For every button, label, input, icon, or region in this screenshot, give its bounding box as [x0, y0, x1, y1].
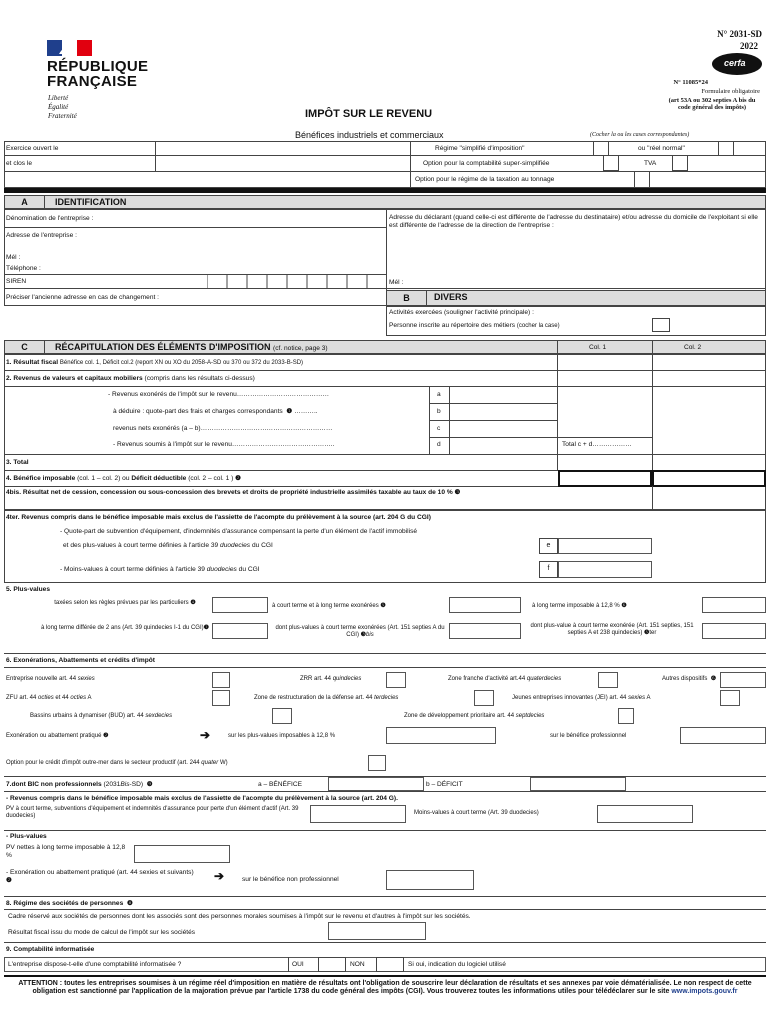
section8-title: 8. Régime des sociétés de personnes ❽ — [6, 900, 133, 907]
letter-b: b — [437, 408, 441, 415]
exercice-input[interactable] — [156, 142, 409, 154]
sur-benef-label: sur le bénéfice professionnel — [550, 733, 627, 739]
taxees-label: taxées selon les règles prévues par les particuliers ❹ — [54, 600, 196, 606]
regime-simple-checkbox[interactable] — [593, 141, 609, 156]
regime-simple-label: Régime "simplifié d'imposition" — [435, 145, 525, 152]
section9-logiciel-input[interactable] — [548, 958, 764, 971]
section9-question: L'entreprise dispose-t-elle d'une comptabilité informatisée ? — [8, 961, 182, 968]
page-title: IMPÔT SUR LE REVENU — [305, 108, 433, 120]
section8-resultat-input[interactable] — [328, 922, 426, 940]
long-diff-input[interactable] — [212, 623, 268, 639]
exo-pratique-label: Exonération ou abattement pratiqué ❷ — [6, 733, 109, 739]
adresse-input[interactable] — [6, 242, 384, 252]
ancienne-adresse-label: Préciser l'ancienne adresse en cas de changement : — [6, 294, 160, 301]
mel-label: Mél : — [6, 254, 21, 261]
tva-label: TVA — [644, 160, 657, 167]
section-b-title: DIVERS — [434, 292, 468, 302]
r4-label: 4. Bénéfice imposable (col. 1 – col. 2) ou Déficit déductible (col. 2 – col. 1 ) ❷ — [6, 475, 242, 482]
r1-label: 1. Résultat fiscal Bénéfice col. 1, Déficit col.2 (report XN ou XO du 2058-A-SD ou 370 ou 372 du 2033-B-SD) — [6, 359, 304, 366]
zrr-input[interactable] — [386, 672, 406, 688]
r2b-input[interactable] — [450, 404, 556, 419]
repertoire-label: Personne inscrite au répertoire des métiers (cocher la case) — [389, 322, 560, 329]
section8-cadre: Cadre réservé aux sociétés de personnes dont les associés sont des personnes morales soumises à l'impôt sur le revenu et d'autres à l'impôt sur les sociétés. — [8, 913, 471, 920]
zone-franche-label: Zone franche d'activité art.44 quaterdecies — [448, 676, 562, 682]
clos-input[interactable] — [156, 156, 409, 170]
repertoire-checkbox[interactable] — [652, 318, 670, 332]
pv-court-input[interactable] — [310, 805, 406, 823]
sur-pv-input[interactable] — [386, 727, 496, 744]
outre-mer-checkbox[interactable] — [368, 755, 386, 771]
restructuration-label: Zone de restructuration de la défense art. 44 terdecies — [254, 695, 399, 701]
exercice-label: Exercice ouvert le — [6, 145, 59, 152]
letter-f: f — [539, 561, 558, 578]
letter-c: c — [437, 425, 441, 432]
section9-logiciel: Si oui, indication du logiciel utilisé — [408, 961, 506, 968]
siren-boxes[interactable] — [207, 274, 386, 288]
section7-revenus: - Revenus compris dans le bénéfice imposable mais exclus de l'assiette de l'acompte du prélèvement à la source (art. 204 G). — [6, 795, 398, 802]
dont-pv2-label: dont plus-value à court terme exonérée (Art. 151 septies, 151 septies A et 238 quindecies) ❺ter — [530, 623, 694, 636]
regime-reel-checkbox[interactable] — [718, 141, 734, 156]
motto-liberte: Liberté — [48, 94, 69, 102]
r2c-input[interactable] — [450, 421, 556, 436]
section7-sur-benef-input[interactable] — [386, 870, 474, 890]
r2d-label: - Revenus soumis à l'impôt sur le revenu……………………………………….. — [113, 441, 335, 448]
r4ter-label: 4ter. Revenus compris dans le bénéfice imposable mais exclus de l'assiette de l'acompte du prélèvement à la source (art. 204 G du CGI) — [6, 514, 431, 521]
zfu-input[interactable] — [212, 690, 230, 706]
sur-pv-label: sur les plus-values imposables à 12,8 % — [228, 733, 336, 739]
section9-oui-checkbox[interactable] — [318, 957, 346, 972]
jei-label: Jeunes entreprises innovantes (JEI) art. 44 sexies A — [512, 695, 651, 701]
zrr-label: ZRR art. 44 quindecies — [300, 676, 362, 682]
r3-col1-input[interactable] — [558, 455, 651, 469]
autres-label: Autres dispositifs ❻ — [662, 676, 717, 682]
r3-col2-input[interactable] — [653, 455, 765, 469]
form-year: 2022 — [740, 41, 758, 51]
court-long-label: à court terme et à long terme exonérées ❺ — [272, 603, 386, 609]
republic-line1: RÉPUBLIQUE — [47, 58, 149, 75]
jei-input[interactable] — [720, 690, 740, 706]
marianne-logo — [47, 40, 92, 56]
dont-pv2-input[interactable] — [702, 623, 766, 639]
footer-url-link[interactable]: www.impots.gouv.fr — [671, 988, 738, 996]
r2d-input[interactable] — [450, 438, 556, 453]
footer-attention: ATTENTION : toutes les entreprises soumises à un régime réel d'imposition en matière de résultats ont l'obligation de souscrire leur déclaration de résultats et ses annexes par voie dématérialisée. Le non respect de cette obligation est sanctionné par l'application de la majoration prévue par l'article 1738 du code général des impôts (CGI). Vous trouverez toutes les informations utiles pour télédéclarer sur le site www.impots.gouv.fr — [18, 980, 752, 996]
clos-label: et clos le — [6, 160, 33, 167]
zone-franche-input[interactable] — [598, 672, 618, 688]
section9-non-checkbox[interactable] — [376, 957, 404, 972]
adresse-label: Adresse de l'entreprise : — [6, 232, 77, 239]
section9-non-label: NON — [350, 961, 365, 968]
long-12-label: à long terme imposable à 12,8 % ❻ — [532, 603, 627, 609]
entreprise-nouvelle-label: Entreprise nouvelle art. 44 sexies — [6, 676, 95, 682]
adresse-declarant-label: Adresse du déclarant (quand celle-ci est différente de l'adresse du destinataire) et/ou adresse du domicile de l'exploitant si elle est différente de l'adresse de la direction de l'entreprise : — [389, 214, 758, 229]
section7-plus-values: - Plus-values — [6, 833, 47, 840]
section-a-header — [4, 195, 766, 209]
arrow-icon: ➔ — [200, 728, 211, 742]
option-super-checkbox[interactable] — [603, 155, 619, 171]
sur-benef-input[interactable] — [680, 727, 766, 744]
autres-input[interactable] — [720, 672, 766, 688]
section-a-letter: A — [5, 196, 45, 208]
regime-reel-label: ou "réel normal" — [638, 145, 685, 152]
tva-checkbox[interactable] — [672, 155, 688, 171]
r1-col1-input[interactable] — [558, 355, 651, 369]
zdp-input[interactable] — [618, 708, 634, 724]
zfu-label: ZFU art. 44 octies et 44 octies A — [6, 695, 92, 701]
pv-nettes-input[interactable] — [134, 845, 230, 863]
r4-col1-input[interactable] — [558, 470, 652, 487]
telephone-label: Téléphone : — [6, 265, 41, 272]
dont-pv-input[interactable] — [449, 623, 521, 639]
r3-label: 3. Total — [6, 459, 29, 466]
check-note: (Cocher la ou les cases correspondantes) — [590, 132, 690, 138]
zdp-label: Zone de développement prioritaire art. 44 septdecies — [404, 713, 545, 719]
r4ter-f-label: - Moins-values à court terme définies à l'article 39 duodecies du CGI — [60, 566, 260, 573]
long-12-input[interactable] — [702, 597, 766, 613]
pv-court-label: PV à court terme, subventions d'équipement et indemnités d'assurance pour perte d'un élément d'actif (Art. 39 duodecies) — [6, 806, 299, 819]
denomination-input[interactable] — [130, 210, 384, 226]
section9-title: 9. Comptabilité informatisée — [6, 946, 95, 953]
section-c-title: RÉCAPITULATION DES ÉLÉMENTS D'IMPOSITION (cf. notice, page 3) — [55, 342, 328, 352]
r4bis-input[interactable] — [653, 487, 765, 509]
r1-col2-input[interactable] — [653, 355, 765, 369]
mandatory-label: Formulaire obligatoire — [701, 88, 760, 95]
r2c-label: revenus nets exonérés (a – b)…………………………………………………… — [113, 425, 333, 432]
cerfa-number: N° 11085*24 — [673, 79, 708, 86]
republic-line2: FRANÇAISE — [47, 73, 138, 90]
option-tonnage-label: Option pour le régime de la taxation au tonnage — [415, 176, 555, 183]
section8-resultat: Résultat fiscal issu du mode de calcul de l'impôt sur les sociétés — [8, 929, 196, 936]
letter-e: e — [539, 538, 558, 554]
section-b-letter: B — [387, 291, 427, 305]
benefice-label: a – BÉNÉFICE — [258, 781, 302, 788]
article-ref: (art 53A ou 302 septies A bis du code général des impôts) — [668, 97, 756, 112]
plus-values-title: 5. Plus-values — [6, 586, 50, 593]
motto-fraternite: Fraternité — [48, 112, 77, 120]
col1-label: Col. 1 — [589, 344, 607, 351]
deficit-input[interactable] — [530, 777, 626, 791]
taxees-input[interactable] — [212, 597, 268, 613]
option-super-label: Option pour la comptabilité super-simplifiée — [423, 160, 550, 167]
letter-d: d — [437, 441, 441, 448]
bud-input[interactable] — [272, 708, 292, 724]
r4ter-e2-label: et des plus-values à court terme définies à l'article 39 duodecies du CGI — [63, 542, 273, 549]
long-diff-label: à long terme différée de 2 ans (Art. 39 quindecies I-1 du CGI)❼ — [40, 625, 210, 631]
cerfa-label: cerfa — [724, 58, 746, 68]
page-subtitle: Bénéfices industriels et commerciaux — [295, 130, 444, 140]
court-long-input[interactable] — [449, 597, 521, 613]
mv-court-input[interactable] — [597, 805, 693, 823]
section-a-title: IDENTIFICATION — [55, 197, 127, 207]
mel2-label: Mél : — [389, 279, 404, 286]
section-b-header — [386, 290, 766, 306]
letter-a: a — [437, 391, 441, 398]
section9-oui-label: OUI — [292, 961, 304, 968]
r2a-label: - Revenus exonérés de l'impôt sur le revenu…………………………………… — [108, 391, 330, 398]
cerfa-badge — [712, 53, 762, 75]
bud-label: Bassins urbains à dynamiser (BUD) art. 44 sexdecies — [30, 713, 173, 719]
r4ter-e1-label: - Quote-part de subvention d'équipement, d'indemnités d'assurance compensant la perte d'un élément de l'actif immobilisé — [60, 528, 418, 535]
option-tonnage-checkbox[interactable] — [634, 171, 650, 188]
col2-label: Col. 2 — [684, 344, 702, 351]
benefice-input[interactable] — [328, 777, 424, 791]
r2b-label: à déduire : quote-part des frais et charges correspondants ❶ ……….. — [113, 408, 318, 415]
activites-label: Activités exercées (souligner l'activité principale) : — [389, 309, 534, 316]
r2-label: 2. Revenus de valeurs et capitaux mobiliers (compris dans les résultats ci-dessus) — [6, 375, 255, 382]
siren-label: SIREN — [6, 278, 27, 285]
entreprise-nouvelle-input[interactable] — [212, 672, 230, 688]
total-cd-label: Total c + d……………… — [562, 441, 632, 448]
section7-arrow-icon: ➔ — [214, 869, 225, 883]
form-number: N° 2031-SD — [717, 29, 762, 39]
dont-pv-label: dont plus-values à court terme exonérées (Art. 151 septies A du CGI) ❸bis — [275, 625, 445, 638]
r4ter-e-input[interactable] — [558, 538, 652, 554]
section7-title: 7.dont BIC non professionnels (2031Bis-SD) ❾ — [6, 781, 153, 788]
section7-sur-benef: sur le bénéfice non professionnel — [242, 876, 339, 883]
outre-mer-label: Option pour le crédit d'impôt outre-mer dans le secteur productif (art. 244 quater W) — [6, 760, 228, 766]
pv-nettes-label: PV nettes à long terme imposable à 12,8 % — [6, 844, 126, 859]
deficit-label: b – DÉFICIT — [426, 781, 463, 788]
exonerations-title: 6. Exonérations, Abattements et crédits d'impôt — [6, 657, 155, 664]
r4bis-label: 4bis. Résultat net de cession, concession ou sous-concession des brevets et droits de propriété industrielle assimilés taxable au taux de 10 % ❸ — [6, 489, 461, 496]
r4-col2-input[interactable] — [652, 470, 766, 487]
motto-egalite: Égalité — [48, 103, 69, 111]
section-c-letter: C — [5, 341, 45, 353]
section7-exo-label: - Exonération ou abattement pratiqué (art. 44 sexies et suivants) ❷ — [6, 869, 194, 884]
r2a-input[interactable] — [450, 387, 556, 402]
restructuration-input[interactable] — [474, 690, 494, 706]
mv-court-label: Moins-values à court terme (Art. 39 duodecies) — [414, 810, 539, 816]
denomination-label: Dénomination de l'entreprise : — [6, 215, 94, 222]
r4ter-f-input[interactable] — [558, 561, 652, 578]
